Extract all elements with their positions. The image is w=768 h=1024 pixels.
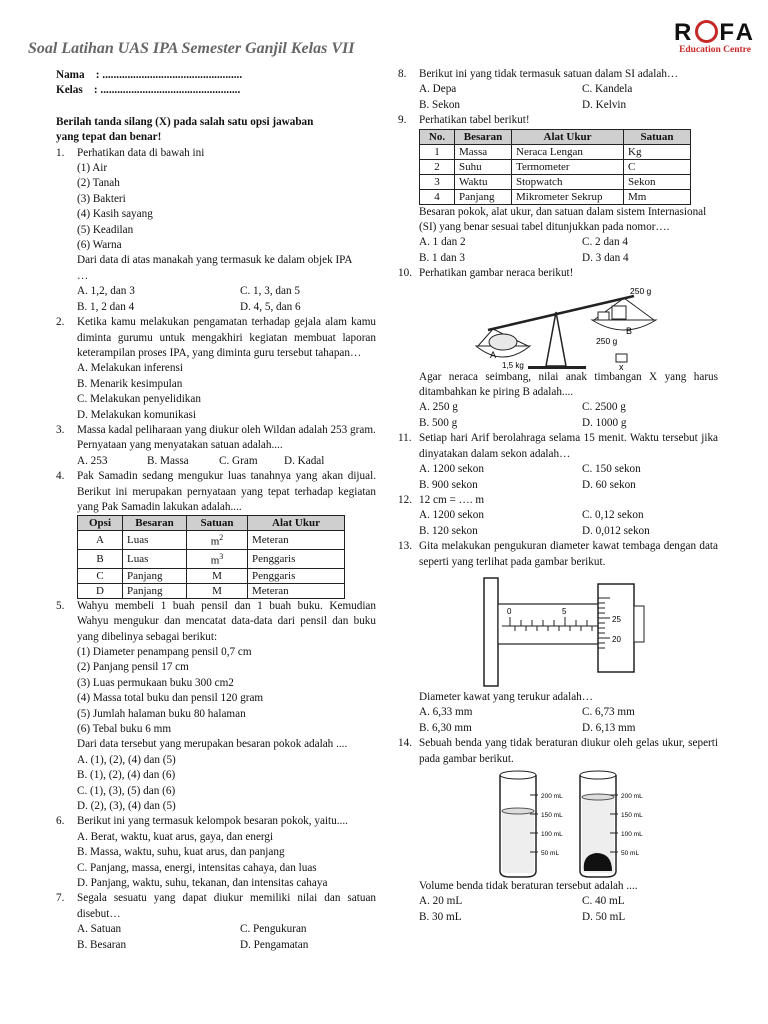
question-text: Perhatikan gambar neraca berikut!	[419, 267, 574, 280]
question-text: Pak Samadin sedang mengukur luas tanahnya yang akan dijual. Berikut ini merupakan pernyataan yang tepat terhadap kegiatan yang Pak Samadin lakukan adalah....	[77, 470, 376, 513]
option-a[interactable]: A. Satuan	[77, 923, 122, 936]
list-item: (6) Tebal buku 6 mm	[77, 722, 172, 735]
weight-250g-side	[598, 312, 609, 320]
option-d[interactable]: D. Pengamatan	[240, 938, 309, 951]
question-prompt-cont: …	[77, 269, 89, 282]
option-d[interactable]: D. 1000 g	[582, 416, 627, 429]
option-a[interactable]: A. 1 dan 2	[419, 236, 466, 249]
table-row	[78, 583, 345, 598]
option-d[interactable]: D. 50 mL	[582, 910, 626, 923]
question-number: 2.	[56, 316, 65, 329]
sleeve-label-0: 0	[507, 606, 512, 616]
option-b[interactable]: B. 500 g	[419, 416, 458, 429]
table-cell: Panjang	[123, 568, 187, 583]
cylinder-after	[580, 771, 643, 877]
table-cell: Luas	[123, 550, 187, 569]
option-b[interactable]: B. 6,30 mm	[419, 721, 472, 734]
option-b[interactable]: B. 900 sekon	[419, 478, 478, 491]
question-number: 8.	[398, 68, 407, 80]
question-4	[56, 469, 376, 515]
question-number: 5.	[56, 599, 65, 612]
option-a[interactable]: A. 20 mL	[419, 895, 463, 908]
option-c[interactable]: C. 0,12 sekon	[582, 509, 644, 522]
question-number: 11.	[398, 432, 412, 445]
option-c[interactable]: C. Pengukuran	[240, 923, 307, 936]
option-b[interactable]: B. Menarik kesimpulan	[77, 377, 183, 390]
option-row	[56, 454, 376, 469]
question-11	[398, 431, 718, 462]
table-cell: C	[78, 568, 123, 583]
table-cell: M	[187, 583, 248, 598]
option-row	[398, 82, 718, 97]
table-cell: 3	[420, 174, 455, 189]
table-cell	[187, 550, 248, 569]
question-14	[398, 736, 718, 767]
table-header-cell: Satuan	[187, 516, 248, 531]
weight-250g-top	[612, 306, 626, 319]
option-c[interactable]: C. 2 dan 4	[582, 236, 628, 249]
question-number: 12.	[398, 493, 412, 506]
option-row	[398, 251, 718, 266]
question-text: Sebuah benda yang tidak beraturan diukur oleh gelas ukur, seperti pada gambar berikut.	[419, 737, 718, 765]
weight-x	[616, 354, 627, 362]
question-number: 14.	[398, 737, 412, 750]
question-text: Perhatikan tabel berikut!	[419, 114, 530, 127]
page-title: Soal Latihan UAS IPA Semester Ganjil Kelas VII	[28, 40, 355, 57]
label-x: x	[619, 361, 624, 370]
cylinder-label: 50 mL	[621, 849, 640, 857]
option-row	[56, 922, 376, 937]
question-prompt: Besaran pokok, alat ukur, dan satuan dalam sistem Internasional (SI) yang benar sesuai tabel ditunjukkan pada nomor….	[419, 205, 707, 234]
measuring-cylinders-figure	[398, 767, 718, 879]
option-b[interactable]: B. Besaran	[77, 938, 127, 951]
table-cell: C	[624, 159, 691, 174]
table-cell: Luas	[123, 531, 187, 550]
table-cell: Penggaris	[248, 568, 345, 583]
brand-logo	[669, 20, 761, 56]
table-cell: Termometer	[512, 159, 624, 174]
option-c[interactable]: C. Kandela	[582, 83, 633, 96]
question-10	[398, 266, 718, 281]
option-row	[398, 416, 718, 431]
table-cell: Sekon	[624, 174, 691, 189]
table-cell: Mm	[624, 189, 691, 204]
option-a[interactable]: A. 253	[77, 454, 108, 467]
question-number: 13.	[398, 540, 412, 553]
unit-exponent: 3	[219, 552, 224, 562]
table-header-cell: Alat Ukur	[512, 129, 624, 144]
option-d[interactable]: D. 6,13 mm	[582, 721, 636, 734]
option-row	[56, 300, 376, 315]
table-header-row	[420, 129, 691, 144]
question-text: 12 cm = …. m	[419, 493, 485, 506]
table-cell: Kg	[624, 144, 691, 159]
label-1-5kg: 1,5 kg	[502, 360, 524, 370]
logo-letter-r: R	[673, 19, 695, 46]
option-a[interactable]: A. 250 g	[419, 401, 458, 414]
option-c[interactable]: C. 1, 3, dan 5	[240, 285, 300, 298]
list-item: (5) Jumlah halaman buku 80 halaman	[77, 707, 246, 720]
table-cell: Panjang	[123, 583, 187, 598]
option-row	[398, 235, 718, 250]
option-d[interactable]: D. 3 dan 4	[582, 251, 629, 264]
question-text: Setiap hari Arif berolahraga selama 15 menit. Waktu tersebut jika dinyatakan dalam sekon adalah…	[419, 432, 718, 460]
table-header-cell: Opsi	[78, 516, 123, 531]
table-row	[420, 189, 691, 204]
question-text: Segala sesuatu yang dapat diukur memiliki nilai dan satuan disebut…	[77, 892, 376, 920]
stone-object	[489, 334, 517, 350]
question-number: 7.	[56, 892, 65, 905]
cylinder-label: 200 mL	[541, 792, 563, 800]
option-row	[56, 284, 376, 299]
option-b[interactable]: B. 30 mL	[419, 910, 462, 923]
balance-base	[528, 366, 586, 369]
left-column	[56, 68, 376, 953]
question-number: 4.	[56, 470, 65, 483]
option-d[interactable]: D. 60 sekon	[582, 478, 636, 491]
pan-b	[592, 320, 656, 330]
option-c[interactable]: C. Gram	[219, 454, 258, 467]
table-row	[420, 159, 691, 174]
table-cell: Panjang	[455, 189, 512, 204]
cylinder-label: 200 mL	[621, 792, 643, 800]
instruction-line-1: Berilah tanda silang (X) pada salah satu opsi jawaban	[56, 115, 314, 128]
instruction-line-2: yang tepat dan benar!	[56, 131, 162, 144]
option-c[interactable]: C. Melakukan penyelidikan	[77, 393, 201, 406]
option-c[interactable]: C. 40 mL	[582, 895, 625, 908]
table-cell: Meteran	[248, 531, 345, 550]
thimble-label-20: 20	[612, 634, 621, 644]
table-row	[78, 568, 345, 583]
option-d[interactable]: D. Kadal	[284, 454, 325, 467]
option-b[interactable]: B. (1), (2), (4) dan (6)	[77, 769, 176, 782]
list-item: (4) Kasih sayang	[77, 208, 153, 221]
question-text: Gita melakukan pengukuran diameter kawat tembaga dengan data seperti yang terlihat pada gambar berikut.	[419, 540, 718, 568]
option-c[interactable]: C. (1), (3), (5) dan (6)	[77, 784, 176, 797]
option-c[interactable]: C. 6,73 mm	[582, 706, 635, 719]
unit-base: m	[210, 536, 220, 549]
option-d[interactable]: D. 0,012 sekon	[582, 524, 650, 537]
list-item: (4) Massa total buku dan pensil 120 gram	[77, 692, 264, 705]
table-header-cell: No.	[420, 129, 455, 144]
unit-base: m	[210, 554, 220, 567]
option-d[interactable]: D. Kelvin	[582, 98, 627, 111]
option-a[interactable]: A. 6,33 mm	[419, 706, 473, 719]
option-b[interactable]: B. Sekon	[419, 98, 461, 111]
list-item: (6) Warna	[77, 239, 122, 252]
table-cell: Meteran	[248, 583, 345, 598]
list-item: (1) Air	[77, 162, 108, 175]
list-item: (5) Keadilan	[77, 223, 134, 236]
logo-letters-fa: FA	[719, 19, 756, 46]
option-row	[398, 910, 718, 925]
label-250g-bottom: 250 g	[596, 335, 618, 346]
pan-b-string	[624, 298, 654, 320]
option-b[interactable]: B. 1, 2 dan 4	[77, 300, 135, 313]
option-c[interactable]: C. 2500 g	[582, 401, 626, 414]
cylinder-before	[500, 771, 563, 877]
table-header-cell: Satuan	[624, 129, 691, 144]
sleeve-label-5: 5	[562, 606, 567, 616]
options-table	[77, 515, 345, 598]
list-item: (2) Panjang pensil 17 cm	[77, 661, 189, 674]
question-text: Ketika kamu melakukan pengamatan terhadap gejala alam kamu diminta gurumu untuk mengakhiri kegiatan membuat laporan keterampilan proses IPA, yang diminta guru tersebut tahapan…	[77, 316, 376, 359]
question-6	[56, 814, 376, 829]
name-field[interactable]: Nama : ..................................................	[56, 69, 243, 81]
balance-stand	[546, 312, 566, 366]
option-row	[398, 524, 718, 539]
question-number: 10.	[398, 267, 412, 280]
option-d[interactable]: D. 4, 5, dan 6	[240, 300, 301, 313]
option-c[interactable]: C. 150 sekon	[582, 463, 641, 476]
right-column	[398, 67, 718, 925]
table-cell: 1	[420, 144, 455, 159]
question-number: 9.	[398, 114, 407, 127]
table-wrap	[398, 129, 718, 205]
question-1	[56, 146, 376, 161]
micrometer-anvil	[484, 578, 498, 686]
table-cell: Neraca Lengan	[512, 144, 624, 159]
table-cell: Massa	[455, 144, 512, 159]
question-text: Berikut ini yang tidak termasuk satuan dalam SI adalah…	[419, 68, 679, 80]
question-7	[56, 891, 376, 922]
table-row	[420, 174, 691, 189]
question-13	[398, 539, 718, 570]
table-header-cell: Besaran	[455, 129, 512, 144]
table-cell: Penggaris	[248, 550, 345, 569]
option-a[interactable]: A. Melakukan inferensi	[77, 362, 183, 375]
table-cell: D	[78, 583, 123, 598]
table-row	[78, 531, 345, 550]
table-row	[420, 144, 691, 159]
option-row	[398, 894, 718, 909]
question-text: Berikut ini yang termasuk kelompok besaran pokok, yaitu....	[77, 815, 348, 828]
table-header-cell: Alat Ukur	[248, 516, 345, 531]
unit-exponent: 2	[219, 533, 224, 543]
cylinder-label: 100 mL	[541, 830, 563, 838]
option-d[interactable]: D. (2), (3), (4) dan (5)	[77, 799, 176, 812]
class-field[interactable]: Kelas : ..................................................	[56, 84, 241, 97]
table-cell: Mikrometer Sekrup	[512, 189, 624, 204]
cylinder-label: 50 mL	[541, 849, 560, 857]
option-d[interactable]: D. Melakukan komunikasi	[77, 408, 197, 421]
question-12	[398, 493, 718, 508]
table-cell: M	[187, 568, 248, 583]
table-cell: Suhu	[455, 159, 512, 174]
table-cell: B	[78, 550, 123, 569]
question-8	[398, 67, 718, 82]
option-row	[56, 938, 376, 953]
question-prompt: Dari data tersebut yang merupakan besaran pokok adalah ....	[77, 738, 348, 751]
option-a[interactable]: A. 1200 sekon	[419, 463, 484, 476]
option-a[interactable]: A. (1), (2), (4) dan (5)	[77, 753, 176, 766]
label-250g-top: 250 g	[630, 285, 652, 296]
option-row	[398, 508, 718, 523]
question-prompt: Dari data di atas manakah yang termasuk ke dalam objek IPA	[77, 254, 353, 267]
question-3	[56, 423, 376, 454]
option-row	[398, 478, 718, 493]
question-prompt: Diameter kawat yang terukur adalah…	[419, 690, 593, 703]
label-pan-a: A	[490, 349, 497, 360]
table-cell: Waktu	[455, 174, 512, 189]
table-header-row	[78, 516, 345, 531]
logo-ring-icon	[695, 20, 718, 43]
table-cell: 2	[420, 159, 455, 174]
option-row	[398, 400, 718, 415]
option-a[interactable]: A. Depa	[419, 83, 457, 96]
list-item: (1) Diameter penampang pensil 0,7 cm	[77, 645, 252, 658]
option-d[interactable]: D. Panjang, waktu, suhu, tekanan, dan intensitas cahaya	[77, 877, 328, 889]
question-number: 3.	[56, 423, 65, 436]
option-b[interactable]: B. Massa, waktu, suhu, kuat arus, dan panjang	[77, 846, 285, 859]
table-row	[78, 550, 345, 569]
micrometer-ratchet	[634, 606, 644, 642]
option-b[interactable]: B. 120 sekon	[419, 524, 478, 537]
logo-wordmark	[669, 20, 761, 45]
question-prompt: Volume benda tidak beraturan tersebut adalah ....	[419, 879, 638, 892]
balance-scale-figure	[398, 282, 718, 370]
cylinder-label: 150 mL	[621, 811, 643, 819]
micrometer-figure	[398, 570, 718, 690]
option-b[interactable]: B. Massa	[147, 454, 189, 467]
option-row	[398, 705, 718, 720]
question-prompt: Agar neraca seimbang, nilai anak timbangan X yang harus ditambahkan ke piring B adalah....	[419, 370, 718, 399]
question-text: Wahyu membeli 1 buah pensil dan 1 buah buku. Kemudian Wahyu mengukur dan mencatat data-data dari pensil dan buku yang dibelinya sebagai berikut:	[77, 599, 376, 643]
option-row	[398, 98, 718, 113]
option-a[interactable]: A. 1200 sekon	[419, 509, 484, 522]
option-row	[398, 462, 718, 477]
question-2	[56, 315, 376, 361]
option-b[interactable]: B. 1 dan 3	[419, 251, 465, 264]
table-cell	[187, 531, 248, 550]
label-pan-b: B	[626, 325, 633, 336]
option-a[interactable]: A. 1,2, dan 3	[77, 285, 135, 298]
table-cell: A	[78, 531, 123, 550]
option-row	[398, 721, 718, 736]
question-number: 1.	[56, 146, 65, 159]
question-text: Massa kadal peliharaan yang diukur oleh Wildan adalah 253 gram. Pernyataan yang menyatakan satuan adalah....	[77, 423, 376, 452]
question-5	[56, 599, 376, 645]
question-9	[398, 113, 718, 128]
question-number: 6.	[56, 815, 65, 828]
question-text: Perhatikan data di bawah ini	[77, 146, 205, 159]
option-a[interactable]: A. Berat, waktu, kuat arus, gaya, dan energi	[77, 830, 274, 843]
table-header-cell: Besaran	[123, 516, 187, 531]
option-c[interactable]: C. Panjang, massa, energi, intensitas cahaya, dan luas	[77, 861, 317, 874]
list-item: (2) Tanah	[77, 177, 120, 190]
thimble-label-25: 25	[612, 614, 621, 624]
list-item: (3) Luas permukaan buku 300 cm2	[77, 676, 234, 689]
cylinder-label: 100 mL	[621, 830, 643, 838]
list-item: (3) Bakteri	[77, 192, 126, 205]
options-table-wrap	[56, 515, 376, 598]
cylinder-label: 150 mL	[541, 811, 563, 819]
table-cell: Stopwatch	[512, 174, 624, 189]
logo-subtitle: Education Centre	[679, 45, 751, 55]
data-table	[419, 129, 691, 205]
table-cell: 4	[420, 189, 455, 204]
